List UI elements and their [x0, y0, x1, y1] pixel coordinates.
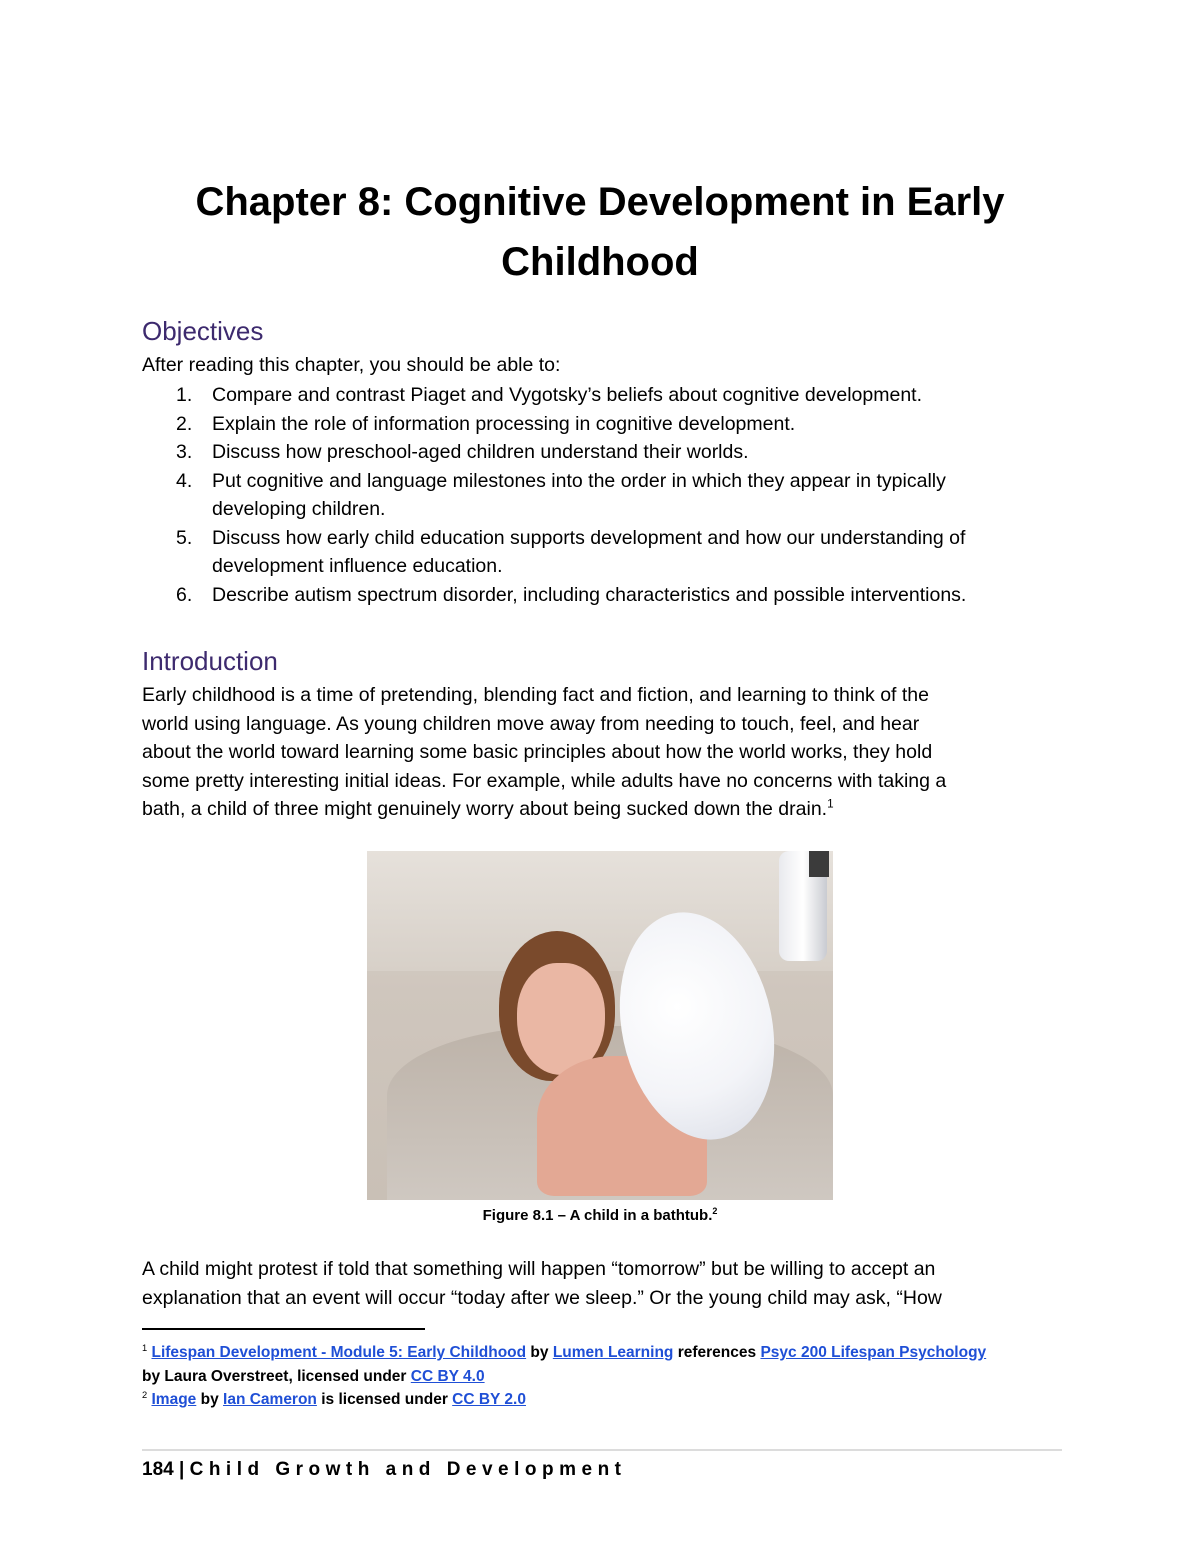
continuation-paragraph	[142, 1255, 1062, 1312]
objective-number: 3.	[176, 441, 193, 463]
footnote-text: by Laura Overstreet, licensed under	[142, 1367, 407, 1385]
footnote-text: references	[677, 1344, 757, 1361]
footnote-number: 1	[142, 1342, 148, 1353]
objective-text: Discuss how preschool-aged children understand their worlds.	[212, 441, 749, 463]
page-number: 184	[142, 1459, 174, 1480]
objective-text: Put cognitive and language milestones into the order in which they appear in typically	[212, 469, 946, 492]
chapter-title-line2: Childhood	[501, 240, 699, 284]
bottle-cap	[809, 851, 829, 877]
page-footer	[142, 1457, 627, 1483]
objective-item	[142, 581, 1062, 610]
objective-number: 5.	[176, 526, 193, 549]
footnote-reference[interactable]: 2	[712, 1206, 718, 1216]
objectives-heading: Objectives	[142, 316, 264, 346]
paragraph-line: explanation that an event will occur “today after we sleep.” Or the young child may ask, “How	[142, 1286, 942, 1309]
objective-item	[142, 467, 1062, 524]
footnote-link-psyc-200[interactable]: Psyc 200 Lifespan Psychology	[760, 1344, 987, 1361]
objective-text: Describe autism spectrum disorder, including characteristics and possible interventions.	[212, 583, 967, 606]
footnote-1	[142, 1341, 1062, 1388]
footnote-text: by	[200, 1391, 219, 1408]
footnotes	[142, 1341, 1062, 1412]
footnote-text: is licensed under	[321, 1391, 448, 1408]
objective-number: 2.	[176, 412, 193, 435]
paragraph-line: world using language. As young children move away from needing to touch, feel, and hear	[142, 712, 920, 735]
objective-item	[142, 410, 1062, 439]
paragraph-line: bath, a child of three might genuinely worry about being sucked down the drain.	[142, 798, 828, 820]
paragraph-line: some pretty interesting initial ideas. For example, while adults have no concerns with taking a	[142, 769, 947, 792]
objectives-intro: After reading this chapter, you should be able to:	[142, 354, 561, 376]
footnote-number: 2	[142, 1389, 148, 1400]
objective-item	[142, 438, 1062, 467]
chapter-title	[140, 172, 1060, 292]
footer-separator	[142, 1449, 1062, 1451]
footnote-link-cc-by-2[interactable]: CC BY 2.0	[452, 1391, 526, 1408]
figure-caption	[0, 1206, 1200, 1226]
footnote-2	[142, 1388, 1062, 1412]
objective-text-continued: developing children.	[212, 498, 386, 520]
tub-wall	[367, 851, 833, 971]
objective-item	[142, 524, 1062, 581]
child-in-bathtub-photo	[367, 851, 833, 1200]
footnote-text: by	[530, 1344, 549, 1361]
footnote-link-ian-cameron[interactable]: Ian Cameron	[223, 1391, 317, 1408]
objective-number: 4.	[176, 469, 193, 492]
objective-text-continued: development influence education.	[212, 555, 503, 577]
introduction-paragraph	[142, 681, 1062, 824]
footnote-link-cc-by-4[interactable]: CC BY 4.0	[410, 1367, 485, 1385]
footnote-link-lifespan-module[interactable]: Lifespan Development - Module 5: Early Childhood	[151, 1344, 527, 1361]
footnote-reference[interactable]: 1	[827, 797, 834, 811]
paragraph-line: about the world toward learning some basic principles about how the world works, they hold	[142, 741, 933, 763]
paragraph-line: Early childhood is a time of pretending, blending fact and fiction, and learning to think of the	[142, 684, 929, 706]
objective-text: Discuss how early child education supports development and how our understanding of	[212, 526, 966, 549]
footer-separator-bar: |	[178, 1459, 185, 1480]
objective-number: 1.	[176, 384, 193, 406]
objective-item	[142, 381, 1062, 410]
footnote-link-image[interactable]: Image	[151, 1391, 197, 1408]
footnote-separator	[142, 1328, 425, 1330]
objective-text: Explain the role of information processing in cognitive development.	[212, 412, 796, 435]
introduction-heading: Introduction	[142, 646, 278, 676]
objectives-list	[142, 381, 1062, 609]
book-title: Child Growth and Development	[189, 1459, 627, 1480]
figure-caption-text: Figure 8.1 – A child in a bathtub.	[482, 1207, 713, 1224]
objective-text: Compare and contrast Piaget and Vygotsky’s beliefs about cognitive development.	[212, 384, 923, 406]
paragraph-line: A child might protest if told that something will happen “tomorrow” but be willing to accept an	[142, 1258, 936, 1280]
objective-number: 6.	[176, 583, 193, 606]
footnote-link-lumen-learning[interactable]: Lumen Learning	[552, 1344, 674, 1361]
chapter-title-line1: Chapter 8: Cognitive Development in Early	[195, 180, 1005, 224]
